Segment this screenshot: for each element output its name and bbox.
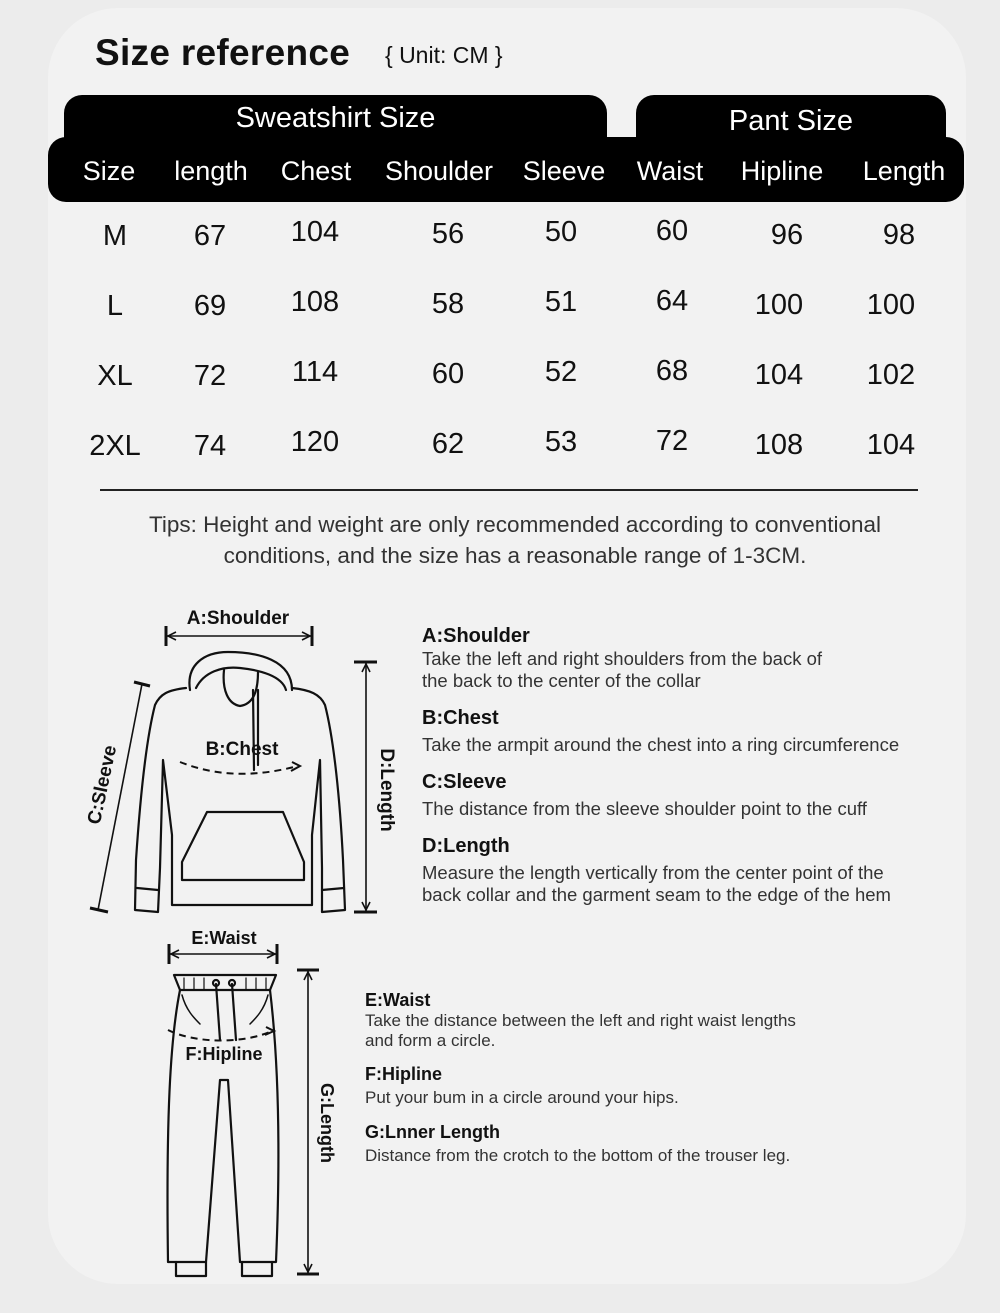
- cell-hipline: 104: [754, 359, 804, 391]
- divider-line: [100, 489, 918, 491]
- desc-line: Put your bum in a circle around your hips.: [365, 1088, 679, 1107]
- cell-waist: 68: [655, 355, 689, 387]
- cell-length: 69: [193, 290, 227, 322]
- cell-shoulder: 56: [431, 218, 465, 250]
- cell-chest: 108: [290, 286, 340, 318]
- desc-chest: [422, 707, 899, 756]
- page-title: Size reference: [95, 32, 351, 73]
- desc-hipline: [365, 1064, 679, 1108]
- desc-heading: F:Hipline: [365, 1064, 442, 1084]
- desc-line: and form a circle.: [365, 1031, 496, 1050]
- column-header-pant-length: Length: [862, 156, 946, 186]
- desc-inner-length: [365, 1122, 790, 1166]
- cell-sleeve: 50: [544, 216, 578, 248]
- desc-heading: C:Sleeve: [422, 771, 507, 793]
- desc-line: Take the armpit around the chest into a ring circumference: [422, 734, 900, 755]
- pant-length-label: G:Length: [317, 1083, 337, 1163]
- desc-heading: B:Chest: [422, 707, 499, 729]
- cell-sleeve: 52: [544, 356, 578, 388]
- size-table-header: [48, 137, 964, 202]
- desc-line: Measure the length vertically from the center point of the: [422, 862, 884, 883]
- column-header-shoulder: Shoulder: [384, 156, 494, 186]
- tips-text: [90, 509, 940, 571]
- cell-pant-length: 100: [866, 289, 916, 321]
- column-header-size: Size: [82, 156, 136, 186]
- cell-pant-length: 98: [882, 219, 916, 251]
- sweatshirt-size-label: Sweatshirt Size: [235, 102, 436, 134]
- cell-hipline: 108: [754, 429, 804, 461]
- cell-shoulder: 58: [431, 288, 465, 320]
- column-header-hipline: Hipline: [740, 156, 824, 186]
- cell-chest: 120: [290, 426, 340, 458]
- pant-size-label: Pant Size: [728, 105, 854, 137]
- cell-length: 72: [193, 360, 227, 392]
- desc-shoulder: [422, 625, 822, 692]
- cell-sleeve: 53: [544, 426, 578, 458]
- desc-line: Take the distance between the left and right waist lengths: [365, 1011, 796, 1030]
- desc-sleeve: [422, 771, 867, 820]
- hoodie-shoulder-label: A:Shoulder: [186, 608, 290, 629]
- desc-line: Distance from the crotch to the bottom of the trouser leg.: [365, 1146, 791, 1165]
- desc-length: [422, 835, 891, 906]
- cell-length: 67: [193, 220, 227, 252]
- cell-length: 74: [193, 430, 227, 462]
- desc-heading: D:Length: [422, 835, 510, 857]
- cell-sleeve: 51: [544, 286, 578, 318]
- hoodie-chest-label: B:Chest: [205, 739, 279, 760]
- cell-size: L: [106, 290, 124, 322]
- cell-size: M: [102, 220, 128, 252]
- cell-chest: 114: [291, 356, 339, 388]
- cell-size: 2XL: [89, 430, 141, 462]
- cell-size: XL: [97, 360, 133, 392]
- cell-shoulder: 60: [431, 358, 465, 390]
- tips-line-1: Tips: Height and weight are only recommended according to conventional: [148, 512, 882, 537]
- column-header-waist: Waist: [636, 156, 704, 186]
- cell-shoulder: 62: [431, 428, 465, 460]
- hoodie-length-label: D:Length: [376, 748, 397, 832]
- desc-heading: G:Lnner Length: [365, 1122, 500, 1142]
- desc-waist: [365, 990, 796, 1051]
- tips-line-2: conditions, and the size has a reasonable range of 1-3CM.: [223, 543, 807, 568]
- hoodie-sleeve-label: C:Sleeve: [84, 743, 122, 827]
- desc-line: Take the left and right shoulders from the back of: [422, 648, 823, 669]
- pant-waist-label: E:Waist: [191, 928, 257, 948]
- unit-label: { Unit: CM }: [385, 42, 503, 68]
- cell-hipline: 96: [770, 219, 804, 251]
- cell-waist: 72: [655, 425, 689, 457]
- cell-pant-length: 102: [866, 359, 916, 391]
- desc-line: back collar and the garment seam to the edge of the hem: [422, 884, 891, 905]
- pant-diagram: [0, 925, 360, 1285]
- column-header-length: length: [174, 156, 248, 186]
- cell-chest: 104: [290, 216, 340, 248]
- hoodie-diagram: [0, 590, 420, 930]
- desc-line: The distance from the sleeve shoulder point to the cuff: [422, 798, 867, 819]
- cell-hipline: 100: [754, 289, 804, 321]
- cell-pant-length: 104: [866, 429, 916, 461]
- cell-waist: 64: [655, 285, 689, 317]
- pant-hipline-label: F:Hipline: [185, 1044, 263, 1064]
- cell-waist: 60: [655, 215, 689, 247]
- desc-line: the back to the center of the collar: [422, 670, 701, 691]
- column-header-chest: Chest: [280, 156, 352, 186]
- column-header-sleeve: Sleeve: [522, 156, 606, 186]
- desc-heading: A:Shoulder: [422, 625, 530, 647]
- desc-heading: E:Waist: [365, 990, 431, 1010]
